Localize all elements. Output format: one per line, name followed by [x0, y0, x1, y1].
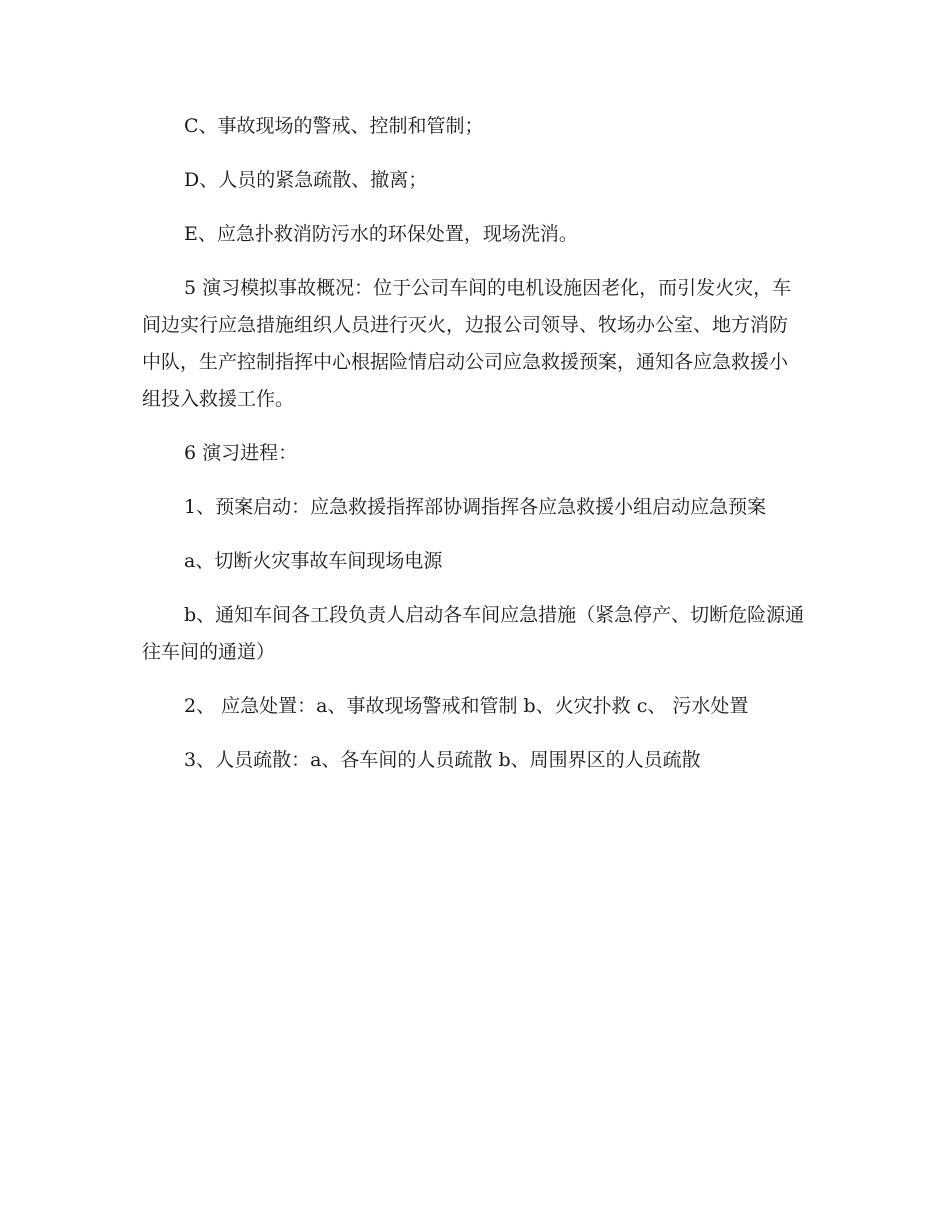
paragraph-5-drill-scenario: 5 演习模拟事故概况：位于公司车间的电机设施因老化，而引发火灾，车间边实行应急措施组织人员进行灭火，边报公司领导、牧场办公室、地方消防中队，生产控制指挥中心根据险情启动公司应急救援预案，通知各应急救援小组投入救援工作。: [142, 277, 792, 410]
document-body: [142, 108, 806, 796]
paragraph-d-evacuation: D、人员的紧急疏散、撤离；: [184, 169, 428, 191]
paragraph-1-plan-activation: 1、预案启动：应急救援指挥部协调指挥各应急救援小组启动应急预案: [184, 496, 767, 518]
paragraph-c-warning-control: C、事故现场的警戒、控制和管制；: [184, 115, 484, 137]
paragraph-e-environmental-disposal: E、应急扑救消防污水的环保处置，现场洗消。: [184, 223, 578, 245]
paragraph-2-emergency-handling: 2、 应急处置：a、事故现场警戒和管制 b、火灾扑救 c、 污水处置: [184, 695, 749, 717]
paragraph-6-drill-process: 6 演习进程：: [184, 442, 298, 464]
paragraph-a-cut-power: a、切断火灾事故车间现场电源: [184, 550, 443, 572]
paragraph-3-personnel-evacuation: 3、人员疏散：a、各车间的人员疏散 b、周围界区的人员疏散: [184, 749, 701, 771]
paragraph-b-notify-sections: b、通知车间各工段负责人启动各车间应急措施（紧急停产、切断危险源通往车间的通道）: [142, 604, 805, 663]
